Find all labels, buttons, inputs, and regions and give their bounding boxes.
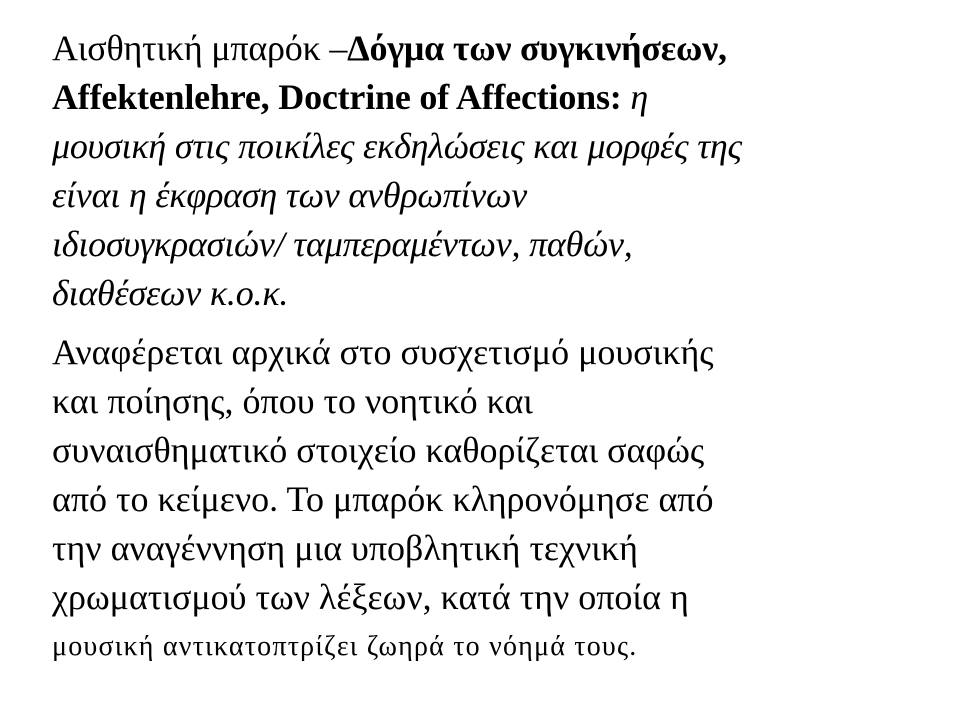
paragraph1-line4: είναι η έκφραση των ανθρωπίνων [52,175,528,215]
paragraph2-line5: την αναγέννηση μια υποβλητική τεχνική [52,528,638,568]
paragraph2-line7: μουσική αντικατοπτρίζει ζωηρά το νόημά τους. [52,631,638,662]
slide-content [52,24,942,671]
paragraph1-line6: διαθέσεων κ.ο.κ. [52,273,289,313]
paragraph2-line3: συναισθηματικό στοιχείο καθορίζεται σαφώς [52,430,705,470]
paragraph1-line5: ιδιοσυγκρασιών/ ταμπεραμέντων, παθών, [52,224,633,264]
paragraph2-line6: χρωματισμού των λέξεων, κατά την οποία η [52,577,689,617]
paragraph2-line2: και ποίησης, όπου το νοητικό και [52,381,533,421]
paragraph1-line3: μουσική στις ποικίλες εκδηλώσεις και μορφές της [52,126,742,166]
paragraph1-line2 [52,73,942,122]
paragraph2-line4: από το κείμενο. Το μπαρόκ κληρονόμησε από [52,479,714,519]
title-bold-text: Δόγμα των συγκινήσεων, [347,28,727,68]
doctrine-names-bold: Affektenlehre, Doctrine of Affections: [52,77,622,117]
definition-start-italic: η [621,77,649,117]
title-plain-text: Αισθητική μπαρόκ – [52,28,348,68]
paragraph1-line1 [52,24,942,73]
paragraph2-line1: Αναφέρεται αρχικά στο συσχετισμό μουσικής [52,332,714,372]
paragraph-music-poetry [52,328,942,671]
paragraph-baroque-aesthetics [52,24,942,318]
